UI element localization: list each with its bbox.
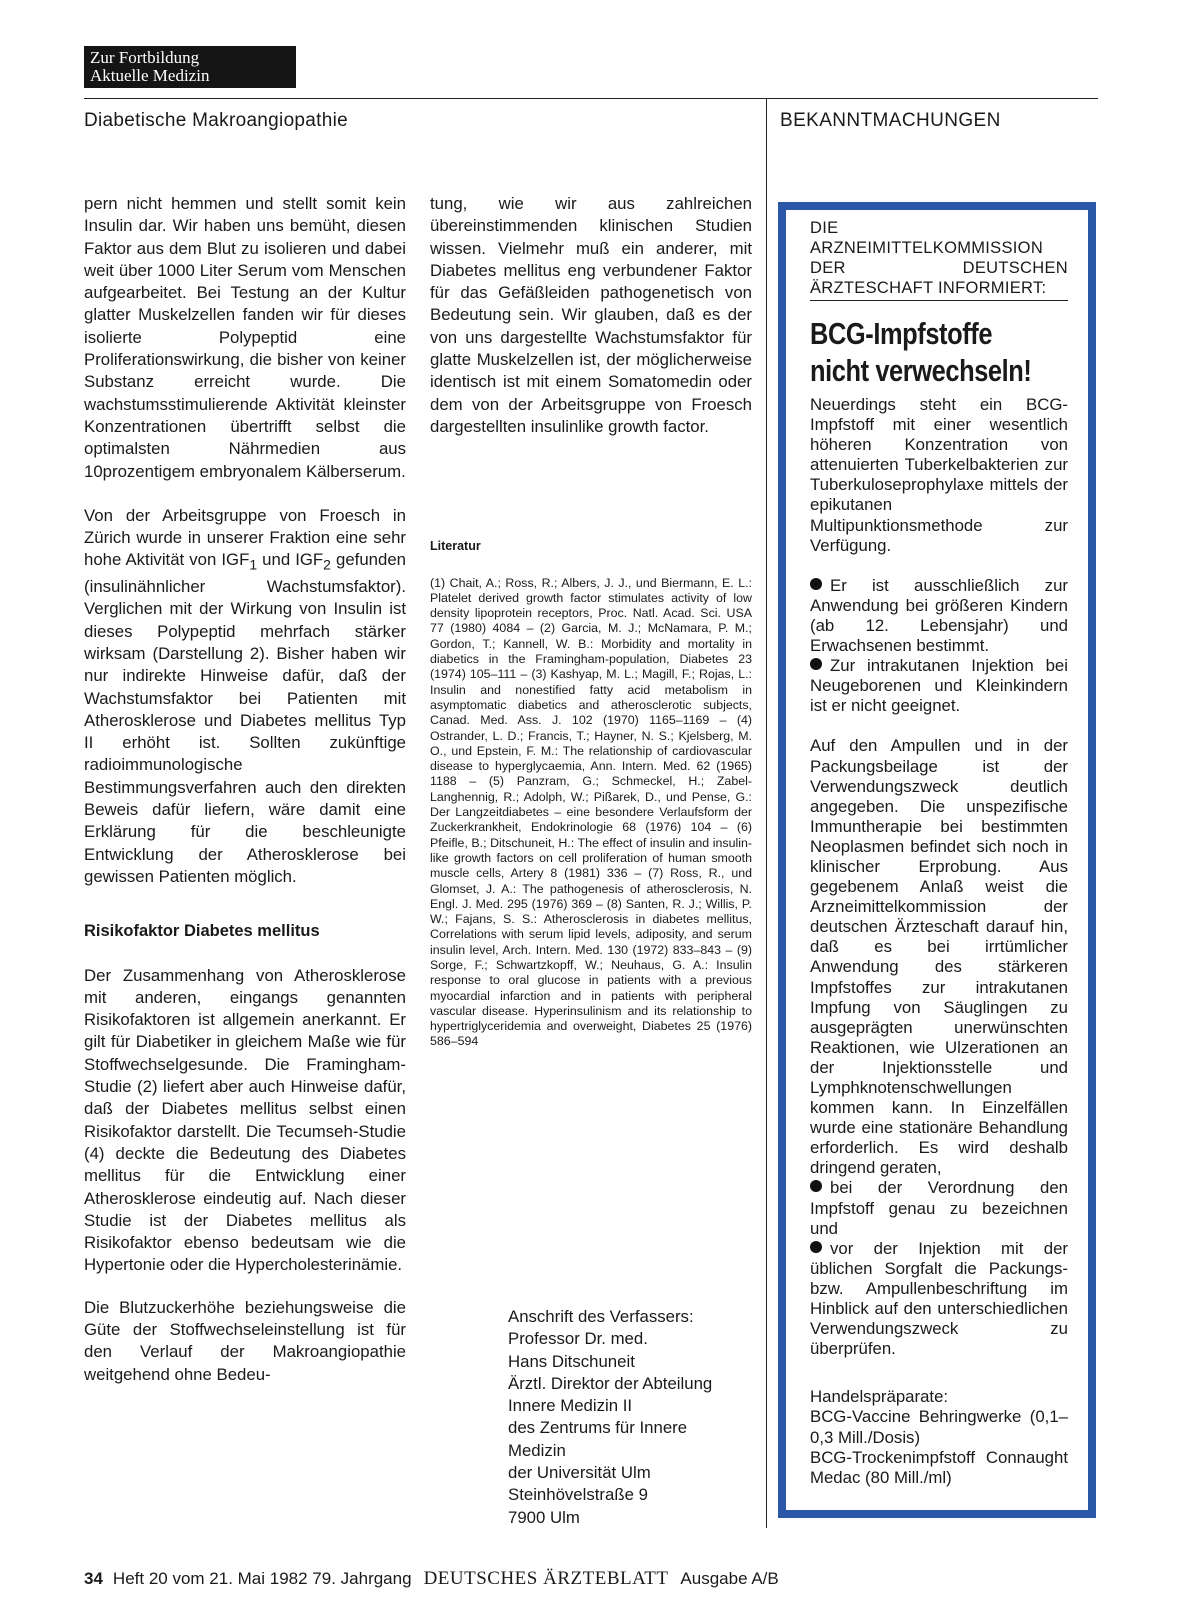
notice-intro: DIE ARZNEIMITTELKOMMISSION DER DEUTSCHEN ÄRZTESCHAFT INFORMIERT:: [810, 218, 1068, 301]
address-line: Professor Dr. med.: [508, 1329, 648, 1349]
text-column-1: [84, 193, 406, 1386]
issue-info: Heft 20 vom 21. Mai 1982 79. Jahrgang: [112, 1569, 412, 1588]
address-line: Innere Medizin II: [508, 1396, 633, 1416]
product-item: BCG-Vaccine Behringwerke (0,1–0,3 Mill./Dosis): [810, 1407, 1068, 1447]
section-badge-line1: Zur Fortbildung: [90, 48, 200, 67]
running-head-right: BEKANNTMACHUNGEN: [780, 110, 1001, 131]
bullet-icon: [810, 1241, 822, 1253]
bullet-item: Er ist ausschließlich zur Anwendung bei größeren Kindern (ab 12. Lebensjahr) und Erwachsenen bestimmt.: [810, 575, 1068, 656]
subheading: Risikofaktor Diabetes mellitus: [84, 922, 320, 941]
top-rule: [84, 98, 1098, 99]
paragraph: pern nicht hemmen und stellt somit kein Insulin dar. Wir haben uns bemüht, diesen Faktor aus dem Blut zu isolieren und dabei weit über 1000 Liter Serum vom Menschen aufgearbeitet. Bei Testung an der Kultur glatter Muskelzellen fanden wir für dieses isolierte Polypeptid eine Proliferationswirkung, die bisher von keiner Substanz erreicht wurde. Die wachstumsstimulierende Aktivität kleinster Konzentrationen übertrifft selbst die optimalsten Nährmedien aus 10prozentigem embryonalem Kälberserum.: [84, 194, 406, 481]
bullet-item: bei der Verordnung den Impfstoff genau zu bezeichnen und: [810, 1178, 1068, 1238]
journal-name: DEUTSCHES ÄRZTEBLATT: [423, 1568, 669, 1589]
address-line: 7900 Ulm: [508, 1507, 580, 1527]
page-number: 34: [84, 1569, 103, 1588]
author-address: [508, 1306, 758, 1529]
address-line: Hans Ditschuneit: [508, 1351, 635, 1371]
bullet-item: Zur intrakutanen Injektion bei Neugeborenen und Kleinkindern ist er nicht geeignet.: [810, 656, 1068, 716]
bullet-icon: [810, 658, 822, 670]
references-list: (1) Chait, A.; Ross, R.; Albers, J. J., und Biermann, E. L.: Platelet derived growth factor stimulates activity of low density lipoprotein receptors, Proc. Natl. Acad. Sci. USA 77 (1980) 4084 – (2) Garcia, M. J.; McNamara, P. M.; Gordon, T.; Kannell, W. B.: Morbidity and mortality in diabetics in the Framingham-population, Diabetes 23 (1974) 105–111 – (3) Kashyap, M. L.; Magill, F.; Rojas, L.: Insulin and nonestified fatty acid metabolism in asymptomatic diabetics and atherosclerotic subjects, Canad. Med. Ass. J. 102 (1970) 1165–1169 – (4) Ostrander, L. D.; Francis, T.; Hayner, N. S.; Kjelsberg, M. O., und Epstein, F. M.: The relationship of cardiovascular disease to hyperglycaemia, Ann. Intern. Med. 62 (1965) 1188 – (5) Panzram, G.; Schmeckel, H.; Zabel-Langhennig, R.; Adolph, W.; Pißarek, D., und Pense, G.: Der Langzeitdiabetes – eine besondere Verlaufsform der Zuckerkrankheit, Endokrinologie 68 (1976) 104 – (6) Pfeifle, B.; Ditschuneit, H.: The effect of insulin and insulin-like growth factors on cell proliferation of human smooth muscle cells, Artery 8 (1981) 336 – (7) Ross, R., und Glomset, J. A.: The pathogenesis of atherosclerosis, N. Engl. J. Med. 295 (1976) 369 – (8) Santen, R. J.; Willis, P. W.; Fajans, S. S.: Atherosclerosis in diabetes mellitus, Correlations with serum lipid levels, adiposity, and serum insulin level, Arch. Intern. Med. 130 (1972) 833–843 – (9) Sorge, F.; Schwartzkopff, W.; Neuhaus, G. A.: Insulin response to oral glucose in patients with a previous myocardial infarction and in patients with peripheral vascular disease. Hyperinsulinism and its relationship to hypertriglyceridemia and overweight, Diabetes 25 (1976) 586–594: [430, 575, 752, 1049]
edition: Ausgabe A/B: [680, 1569, 779, 1588]
references-heading: Literatur: [430, 539, 481, 554]
notice-box: [778, 202, 1096, 1518]
paragraph: Der Zusammenhang von Atherosklerose mit anderen, eingangs genannten Risikofaktoren ist allgemein anerkannt. Er gilt für Diabetiker in gleichem Maße wie für Stoffwechselgesunde. Die Framingham-Studie (2) liefert aber auch Hinweise dafür, daß der Diabetes mellitus selbst einen Risikofaktor darstellt. Die Tecumseh-Studie (4) deckte die Bedeutung des Diabetes mellitus für die Entwicklung einer Atherosklerose eindeutig auf. Nach dieser Studie ist der Diabetes mellitus als Risikofaktor ebenso bedeutsam wie die Hypertonie oder die Hypercholesterinämie.: [84, 965, 406, 1275]
column-divider: [766, 98, 767, 1528]
address-line: Ärztl. Direktor der Abteilung: [508, 1373, 713, 1393]
product-item: BCG-Trockenimpfstoff Connaught Medac (80 Mill./ml): [810, 1447, 1068, 1487]
bullet-item: vor der Injektion mit der üblichen Sorgfalt die Packungs- bzw. Ampullenbeschriftung im Hinblick auf den unterschiedlichen Verwendungszweck zu überprüfen.: [810, 1238, 1068, 1359]
address-line: Medizin: [508, 1440, 566, 1460]
text-column-2: [430, 193, 752, 1050]
address-line: des Zentrums für Innere: [508, 1418, 688, 1438]
footer: [84, 1568, 779, 1590]
address-line: Anschrift des Verfassers:: [508, 1307, 694, 1326]
paragraph: tung, wie wir aus zahlreichen übereinstimmenden klinischen Studien wissen. Vielmehr muß ein anderer, mit Diabetes mellitus eng verbundener Faktor für das Gefäßleiden pathogenetisch von Bedeutung sein. Wir glauben, daß es der von uns dargestellte Wachstumsfaktor für glatte Muskelzellen ist, der möglicherweise identisch ist mit einem Somatomedin oder dem von der Arbeitsgruppe von Froesch dargestellten insulinlike growth factor.: [430, 194, 752, 436]
bullet-icon: [810, 578, 822, 590]
bullet-icon: [810, 1180, 822, 1192]
paragraph: Auf den Ampullen und in der Packungsbeilage ist der Verwendungszweck deutlich angegeben. Die unspezifische Immuntherapie bei bestimmten Neoplasmen befindet sich noch in klinischer Erprobung. Aus gegebenem Anlaß weist die Arzneimittelkommission der deutschen Ärzteschaft darauf hin, daß es bei irrtümlicher Anwendung des stärkeren Impfstoffes zur intrakutanen Impfung von Säuglingen zu ausgeprägten unerwünschten Reaktionen, wie Ulzerationen an der Injektionsstelle und Lymphknotenschwellungen kommen kann. In Einzelfällen wurde eine stationäre Behandlung erforderlich. Es wird deshalb dringend geraten,: [810, 736, 1068, 1178]
address-line: der Universität Ulm: [508, 1463, 651, 1483]
notice-title: BCG-Impfstoffe nicht verwechseln!: [810, 316, 1032, 388]
section-badge-line2: Aktuelle Medizin: [90, 66, 210, 85]
notice-body: [810, 395, 1068, 1488]
products-heading: Handelspräparate:: [810, 1387, 949, 1407]
paragraph: Die Blutzuckerhöhe beziehungsweise die Güte der Stoffwechseleinstellung ist für den Verlauf der Makroangiopathie weitgehend ohne Bedeu-: [84, 1297, 406, 1384]
running-head-left: Diabetische Makroangiopathie: [84, 110, 348, 131]
address-line: Steinhövelstraße 9: [508, 1485, 648, 1505]
paragraph: Von der Arbeitsgruppe von Froesch in Zürich wurde in unserer Fraktion eine sehr hohe Aktivität von $IGF_1$ und $IGF_2$ gefunden (insulinähnlicher Wachstumsfaktor). Verglichen mit der Wirkung von Insulin ist dieses Polypeptid mehrfach stärker wirksam (Darstellung 2). Bisher haben wir nur indirekte Hinweise dafür, daß der Wachstumsfaktor bei Patienten mit Atherosklerose und Diabetes mellitus Typ II erhöht ist. Sollten zukünftige radioimmunologische Bestimmungsverfahren auch den direkten Beweis dafür liefern, wäre damit eine Erklärung für die beschleunigte Entwicklung der Atherosklerose bei gewissen Patienten möglich.: [84, 505, 406, 886]
section-badge: [84, 46, 296, 88]
paragraph: Neuerdings steht ein BCG-Impfstoff mit einer wesentlich höheren Konzentration von attenuierten Tuberkelbakterien zur Tuberkuloseprophylaxe mittels der epikutanen Multipunktionsmethode zur Verfügung.: [810, 395, 1068, 555]
